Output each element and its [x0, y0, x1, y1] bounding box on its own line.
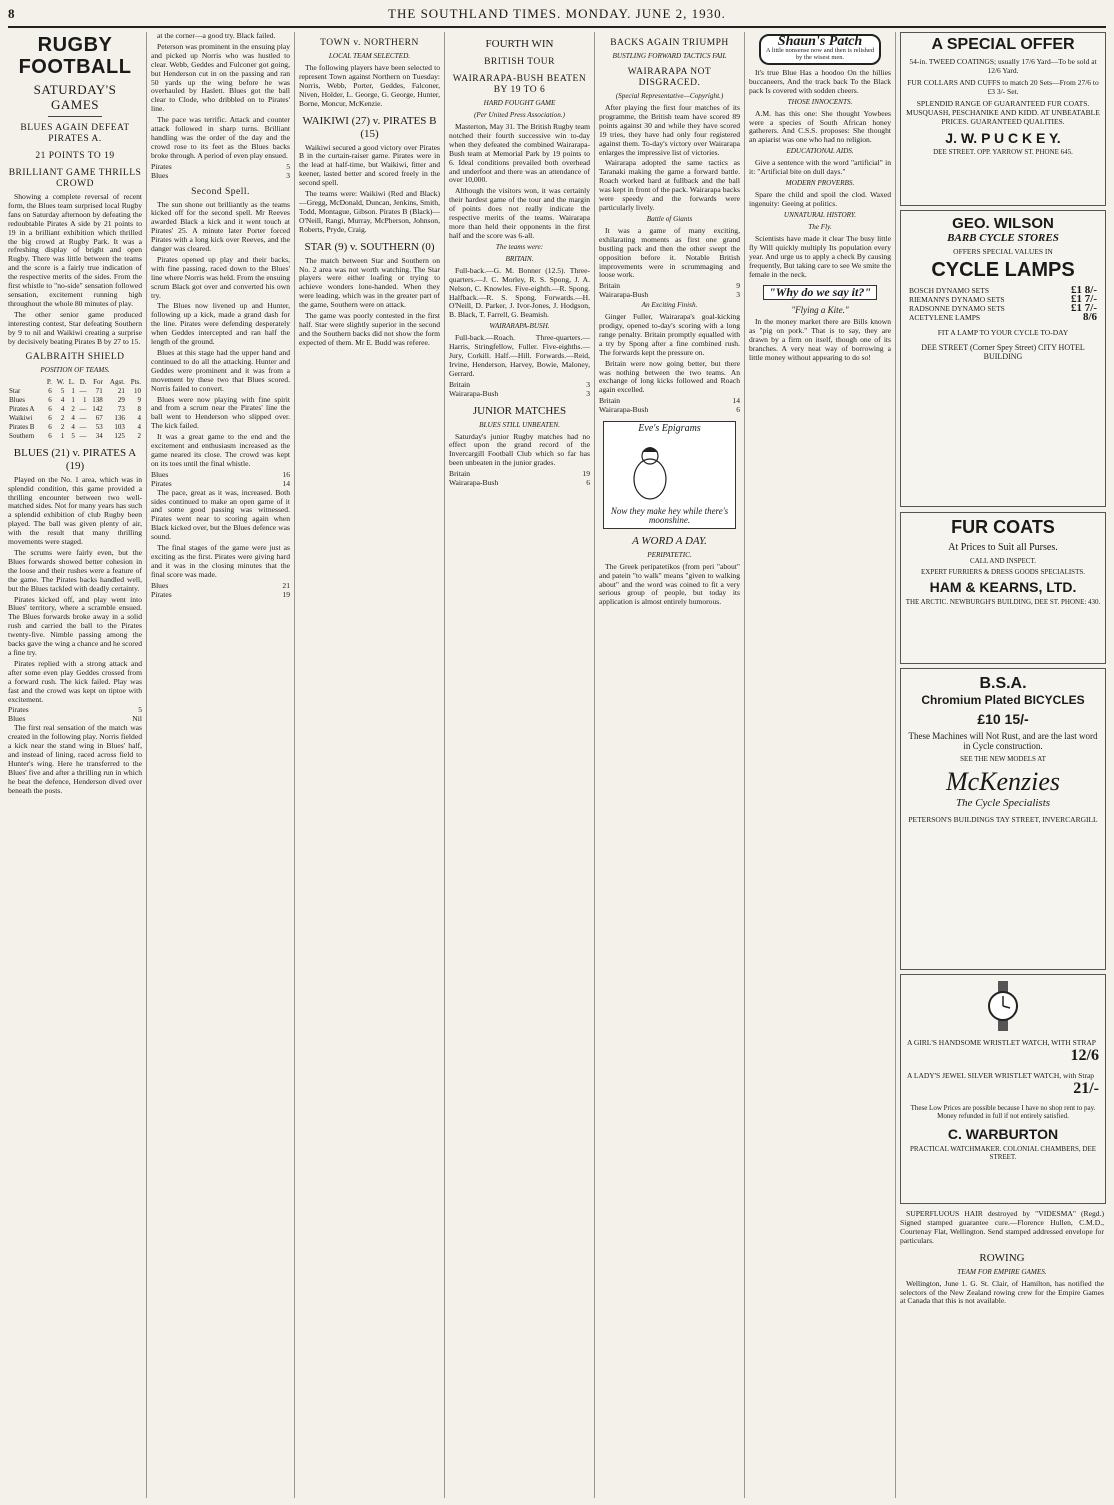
article-paragraph: Saturday's junior Rugby matches had no effect upon the grand record of the Invercargill Football Club which so far has been unbeaten in the junior grades. [449, 431, 590, 468]
score-line: Pirates 14 [151, 478, 290, 488]
wilson-subtitle: BARB CYCLE STORES [947, 232, 1059, 244]
article-paragraph: A.M. has this one: She thought Yowbees were a species of South African honey gatherers. And C.S.S. proposes: She thought an apiarist was one who had no religion. [749, 108, 891, 145]
special-offer-ad [900, 32, 1106, 206]
ham-specialists: EXPERT FURRIERS & DRESS GOODS SPECIALISTS. [921, 568, 1085, 576]
score-line: Wairarapa-Bush 6 [599, 405, 740, 415]
wilson-fit: FIT A LAMP TO YOUR CYCLE TO-DAY [937, 328, 1069, 337]
ham-address: THE ARCTIC. NEWBURGH'S BUILDING, DEE ST. PHONE: 430. [905, 598, 1101, 606]
column-rule [744, 32, 745, 1498]
article-paragraph: Waikiwi secured a good victory over Pirates B in the curtain-raiser game. Pirates were in the lead at half-time, but Waikiwi, fitter and keener, lasted better and scored freely in the second spell. [299, 142, 440, 188]
score-line: Pirates 19 [151, 589, 290, 599]
patch-title: Shaun's Patch [777, 34, 863, 49]
wilson-lamps: CYCLE LAMPS [931, 259, 1075, 281]
article-paragraph: Pirates opened up play and their backs, with fine passing, raced down to the Blues' line where Norris was held. From the ensuing scrum Black got over and converted his own try. [151, 254, 290, 300]
fourth-win-heading: FOURTH WIN [485, 38, 554, 50]
article-paragraph: Although the visitors won, it was certainly their hardest game of the tour and the margin of points does not really indicate the respective merits of the teams. Wairarapa more than held their opponents in the first half and the score was 6-all. [449, 186, 590, 240]
junior-subheading: BLUES STILL UNBEATEN. [479, 420, 560, 429]
puckey-name: J. W. P U C K E Y. [945, 130, 1061, 146]
column-2 [151, 32, 290, 1498]
fur-coats-ad [900, 512, 1106, 664]
article-paragraph: Full-back.—Roach. Three-quarters.—Harris, Stringfellow, Fuller. Five-eighths.—Jury, Corkill. Half.—Hill. Forwards.—Reid, Irvine, Henderson, Harvey, Bowie, Maloney, Gerrard. [449, 333, 590, 378]
shield-heading: GALBRAITH SHIELD [25, 352, 125, 363]
article-paragraph: Give a sentence with the word "artificial" in it: "Artificial bite on dull days." [749, 158, 891, 177]
newspaper-title: THE SOUTHLAND TIMES. MONDAY. JUNE 2, 1930. [388, 6, 726, 21]
column-3 [299, 32, 440, 1498]
warburton-name: C. WARBURTON [947, 1126, 1059, 1142]
article-paragraph: It was a game of many exciting, exhilarating moments as first one grand bustling pack and then the other swept the opposition before it. Notable British improvements were in scrummaging and loose work. [599, 225, 740, 280]
article-paragraph: Showing a complete reversal of recent form, the Blues team surprised local Rugby fans on Saturday afternoon by defeating the redoubtable Pirates A side by 21 points to 19 in a brilliant exhibition which thrilled the big crowd at Rugby Park. It was a refreshing display of bright and open Rugby. There was little between the teams and the score is a fairly true indication of the respective merits of the sides. From the first whistle to "no-side" sensation followed sensation, excitement running high throughout the whole 80 minutes of play. [8, 192, 142, 308]
town-subheading: LOCAL TEAM SELECTED. [328, 52, 411, 60]
article-paragraph: Masterton, May 31. The British Rugby team notched their fourth successive win to-day when they defeated the combined Wairarapa-Bush team at Memorial Park by 19 points to 6. Ideal conditions prevailed both overhead and underfoot and there was an attendance of over 10,000. [449, 122, 590, 185]
section-heading: EDUCATIONAL AIDS. [786, 147, 854, 156]
wilson-name: GEO. WILSON [952, 215, 1054, 232]
column-6 [749, 32, 891, 1498]
junior-heading: JUNIOR MATCHES [472, 404, 567, 417]
watch-ad [900, 974, 1106, 1204]
article-paragraph: at the corner—a good try. Black failed. [157, 32, 276, 40]
column-rule [294, 32, 295, 1498]
poem: Scientists have made it clear The busy little fly Will quickly multiply Its population every year. And urge us to apply a check By causing frequently, But taking care to see We smite the female in the neck. [749, 233, 891, 279]
article-paragraph: Pirates replied with a strong attack and after some even play Geddes crossed from a forward rush. The kick failed. Play was fast and the crowd was kept on tiptoe with excitement. [8, 658, 142, 704]
wilson-price-list [909, 286, 1097, 322]
rowing-subheading: TEAM FOR EMPIRE GAMES. [957, 1267, 1047, 1276]
column-4 [449, 32, 590, 1498]
bsa-price: £10 15/- [977, 711, 1029, 727]
section-heading: MODERN PROVERBS. [785, 179, 855, 188]
bsa-subheading: Chromium Plated BICYCLES [921, 693, 1085, 707]
score-line: Blues 21 [151, 580, 290, 590]
exciting-heading: An Exciting Finish. [641, 301, 698, 310]
article-paragraph: It was a great game to the end and the excitement and enthusiasm increased as the game neared its close. The crowd was kept on its toes until the final whistle. [151, 432, 290, 468]
article-paragraph: The pace, great as it was, increased. Both sides continued to make an open game of it and some good passing was witnessed. Pirates went near to scoring again when Black kicked over, but the Blues defence was sound. [151, 487, 290, 542]
score-line: Wairarapa-Bush 6 [449, 478, 590, 488]
ham-name: HAM & KEARNS, LTD. [929, 579, 1077, 595]
mckenzies-address: PETERSON'S BUILDINGS TAY STREET, INVERCARGILL [908, 815, 1098, 824]
warburton-address: PRACTICAL WATCHMAKER. COLONIAL CHAMBERS, DEE STREET. [909, 1145, 1097, 1161]
bsa-body: These Machines will Not Rust, and are the last word in Cycle construction. [908, 731, 1098, 751]
fur-call: CALL AND INSPECT. [970, 557, 1036, 565]
poem-heading: The Fly. [808, 222, 832, 231]
article-paragraph: Britain were now going better, but there was nothing between the two teams. An exchange of long kicks followed and Roach again excelled. [599, 358, 740, 395]
score-line: Blues 3 [151, 170, 290, 180]
score-line: Britain 14 [599, 396, 740, 406]
price-item: RIEMANN'S DYNAMO SETS £1 7/- [909, 293, 1097, 305]
wairarapa-deck: WAIRARAPA-BUSH BEATEN BY 19 TO 6 [452, 74, 587, 95]
score-line: Wairarapa-Bush 3 [449, 388, 590, 398]
price-item: ACETYLENE LAMPS 8/6 [909, 311, 1097, 323]
score-line: Blues Nil [8, 714, 142, 724]
article-paragraph: In the money market there are Bills known as "pig on pork." That is to say, they are drawn by a firm on itself, though one of its branches. A very neat way of borrowing a little money without appearing to do so! [749, 317, 891, 362]
table-row: Star 6 5 1 — 71 21 10 [9, 387, 141, 396]
score-line: Blues 16 [151, 469, 290, 479]
article-paragraph: Full-back.—G. M. Bonner (12.5). Three-quarters.—J. C. Morley, R. S. Spong, J. A. Nelson, C. Knowles. Five-eighth.—R. Spong. Halfback.—R. S. Spong. Forwards.—H. O'Neill, D. Parker, J. Ivor-Jones, J. Hodgson, B. Black, T. Farrell, G. Beamish. [449, 265, 590, 320]
offer-text: FUR COLLARS AND CUFFS to match 20 Sets—From 27/6 to £3 3/- Set. [907, 78, 1099, 96]
column-rule [594, 32, 595, 1498]
score-line: Britain 3 [449, 379, 590, 389]
article-paragraph: The game was poorly contested in the first half. Star were slightly superior in the second and the Southern backs did not show the form expected of them. Mr E. Budd was referee. [299, 311, 440, 347]
fur-body: At Prices to Suit all Purses. [948, 542, 1058, 553]
article-paragraph: Wellington, June 1. G. St. Clair, of Hamilton, has notified the selectors of the New Zealand rowing crew for the Empire Games at Canada that this is not available. [900, 1278, 1104, 1306]
verse: It's true Blue Has a hoodoo On the hillies buccaneers, And the track back To the Black pack Is covered with sodden cheers. [749, 67, 891, 95]
score-line: Britain 19 [449, 469, 590, 479]
mckenzies-name: McKenzies [945, 767, 1061, 796]
wilson-cycle-ad [900, 210, 1106, 507]
masthead [8, 4, 1106, 28]
article-paragraph: Blues at this stage had the upper hand and continued to do all the attacking. Hunter and Geddes were prominent and it was from a movement by these two that Blues scored. Norris failed to convert. [151, 348, 290, 393]
section-heading: THOSE INNOCENTS. [787, 97, 853, 106]
watch-offer: A LADY'S JEWEL SILVER WRISTLET WATCH, with Strap 21/- [907, 1071, 1099, 1097]
puckey-address: DEE STREET. OPP. YARROW ST. PHONE 645. [933, 148, 1073, 156]
epigram-title: Eve's Epigrams [638, 423, 701, 435]
column-rule [895, 32, 896, 1498]
waikiwi-heading: WAIKIWI (27) v. PIRATES B (15) [302, 114, 437, 140]
standings-table [8, 378, 142, 440]
table-row: Pirates B 6 2 4 — 53 103 4 [9, 422, 141, 431]
epigram-illustration [610, 434, 730, 504]
wilson-address: DEE STREET (Corner Spey Street) CITY HOTEL BUILDING [921, 343, 1085, 361]
bsa-bicycle-ad [900, 668, 1106, 970]
second-spell-heading: Second Spell. [191, 186, 250, 197]
article-paragraph: The Greek peripatetikos (from peri "about" and patein "to walk" means "given to walking about" and the word was coined to fit a very serious group of people, but today its application is almost entirely humorous. [599, 561, 740, 607]
star-heading: STAR (9) v. SOUTHERN (0) [304, 240, 435, 253]
article-paragraph: The sun shone out brilliantly as the teams kicked off for the second spell. Mr Reeves awarded Black a kick and it went touch at Pirates' 25. A minute later Porter forced Pirates with a long kick over Reeves, and the danger was cleared. [151, 199, 290, 254]
shauns-patch-banner [759, 34, 881, 65]
bsa-see: SEE THE NEW MODELS AT [960, 755, 1046, 763]
table-row: Southern 6 1 5 — 34 125 2 [9, 431, 141, 440]
score-line: Wairarapa-Bush 3 [599, 290, 740, 300]
offer-text: SPLENDID RANGE OF GUARANTEED FUR COATS. MUSQUASH, PESCHANIKE AND KIDD. AT UNBEATABLE PRICES. GUARANTEED QUALITIES. [906, 99, 1100, 126]
bush-heading: WAIRARAPA-BUSH. [489, 322, 550, 331]
watch-note: These Low Prices are possible because I have no shop rent to pay. Money refunded in full if not entirely satisfied. [910, 1104, 1096, 1120]
classified-notice: SUPERFLUOUS HAIR destroyed by "VIDESMA" (Regd.) Signed stamped guarantee cure.—Florence Hullen, C.M.D., Courtenay Flat, Wellington. Send stamped addressed envelope for particulars. [900, 1210, 1104, 1245]
wairarapa-deck: WAIRARAPA NOT DISGRACED. [627, 67, 712, 88]
table-row: Blues 6 4 1 1 138 29 9 [9, 396, 141, 405]
game-heading: BLUES (21) v. PIRATES A (19) [13, 446, 137, 472]
article-paragraph: The final stages of the game were just as exciting as the first. Pirates were giving hard and it was in the closing minutes that the final score was made. [151, 543, 290, 579]
article-paragraph: After playing the first four matches of its programme, the British team have scored 89 points against 30 and while they have scored 19 tries, they have had only four registered against them. To-day's victory over Wairarapa enlarges the impressive list of victories. [599, 103, 740, 157]
article-paragraph: The teams were: Waikiwi (Red and Black)—Gregg, McDonald, Duncan, Jenkins, Smith, Todd, Montague, Gibson. Pirates B (Black)—O'Neill, Rangi, Murray, McPherson, Johnson, Roberts, Pryde, Craig. [299, 189, 440, 234]
hard-fought-sub: HARD FOUGHT GAME [483, 99, 556, 107]
shield-subheading: POSITION OF TEAMS. [40, 366, 110, 375]
deck-thrills: BRILLIANT GAME THRILLS CROWD [8, 168, 142, 189]
kite-heading: "Flying a Kite." [791, 305, 849, 316]
wristwatch-icon [978, 981, 1028, 1031]
british-tour-heading: BRITISH TOUR [484, 57, 555, 67]
mckenzies-subtitle: The Cycle Specialists [955, 797, 1051, 809]
offer-heading: A SPECIAL OFFER [931, 36, 1075, 53]
deck-blues: BLUES AGAIN DEFEAT PIRATES A. [20, 123, 130, 144]
headline-rugby: RUGBY FOOTBALL [18, 34, 132, 78]
article-paragraph: Peterson was prominent in the ensuing play and picked up Norris who was hustled to clear. Webb, Geddes and Fulconer got going, but Henderson cut in on the passing and ran 50 yards up the wing before he was overhauled by Haslett. Blues got the ball clear to Clode, who dribbled on to Pirates' line. [151, 41, 290, 114]
column-rule [444, 32, 445, 1498]
bsa-heading: B.S.A. [979, 675, 1027, 692]
teams-heading: The teams were: [495, 242, 544, 251]
patch-subtitle: A little nonsense now and then is relished by the wisest men. [765, 46, 875, 61]
backs-heading: BACKS AGAIN TRIUMPH [610, 38, 729, 48]
town-heading: TOWN v. NORTHERN [320, 38, 419, 48]
article-paragraph: The scrums were fairly even, but the Blues forwards showed better cohesion in the loose and their rushes were a feature of the game. The Pirates backs handled well, but the Blues tackled with deadly certainty. [8, 548, 142, 593]
article-paragraph: The pace was terrific. Attack and counter attack followed in sharp turns. Brilliant handling was the order of the day and the crowd rose to its feet as the Blues backs broke through. A period of even play ensued. [151, 115, 290, 160]
deck-score: 21 POINTS TO 19 [35, 151, 115, 161]
page-number: 8 [8, 6, 15, 21]
column-rule [146, 32, 147, 1498]
britain-heading: BRITAIN. [505, 254, 534, 263]
backs-subheading: BUSTLING FORWARD TACTICS FAIL [612, 52, 727, 60]
article-paragraph: The following players have been selected to represent Town against Northern on Tuesday: Norris, Webb, Porter, Geddes, Falconer, Niven, Holder, L. George, G. George, Hunter, Borne, Moncur, McKenzie. [299, 63, 440, 108]
article-paragraph: Spare the child and spoil the clod. Waxed ingenuity: Geeing at politics. [749, 190, 891, 208]
word-a-day-heading: A WORD A DAY. [632, 534, 707, 547]
article-paragraph: Wairarapa adopted the same tactics as Taranaki making the game a forward battle. Roach worked hard at fullback and the ball was kept in front of the pack. Wairarapa backs were speedy and the forwards were particularly lively. [599, 158, 740, 212]
section-heading: UNNATURAL HISTORY. [783, 210, 857, 219]
article-paragraph: Pirates kicked off, and play went into Blues' territory, where a scramble ensued. The Blues forwards broke away in a solid rush and carried the ball to the Pirates twenty-five. Nimble passing among the backs gave the wing a chance and he scored a fine try. [8, 594, 142, 657]
epigram-text: Now they make hey while there's moonshine. [610, 505, 729, 525]
watch-offer: A GIRL'S HANDSOME WRISTLET WATCH, WITH STRAP 12/6 [907, 1038, 1099, 1064]
table-row: Pirates A 6 4 2 — 142 73 8 [9, 405, 141, 414]
article-paragraph: Blues were now playing with fine spirit and from a scrum near the Pirates' line the ball went to Henderson who slipped over. The kick failed. [151, 394, 290, 431]
table-row: Waikiwi 6 2 4 — 67 136 4 [9, 414, 141, 423]
score-line: Britain 9 [599, 281, 740, 291]
score-line: Pirates 5 [151, 161, 290, 171]
price-item: RADSONNE DYNAMO SETS £1 7/- [909, 302, 1097, 314]
article-paragraph: The match between Star and Southern on No. 2 area was not worth watching. The Star players were either loafing or trying to achieve wonders lone-handed. When they were leading, which was in the greater part of the game, Southern were on attack. [299, 255, 440, 310]
article-paragraph: Played on the No. 1 area, which was in splendid condition, this game provided a thrilling encounter between two well-matched sides. Not for many years has such a splendid exhibition of club Rugby been played. The ball was given plenty of air, with the result that many thrilling movements were staged. [8, 474, 142, 547]
offer-text: 54-in. TWEED COATINGS; usually 17/6 Yard—To be sold at 12/6 Yard. [909, 57, 1097, 75]
press-association: (Per United Press Association.) [473, 111, 566, 119]
subhead-saturday: SATURDAY'S GAMES [33, 82, 117, 112]
wilson-offer: OFFERS SPECIAL VALUES IN [953, 247, 1053, 256]
battle-heading: Battle of Giants [646, 214, 693, 223]
classified-column [900, 1210, 1104, 1330]
copyright-note: (Special Representative—Copyright.) [615, 92, 724, 100]
rowing-heading: ROWING [979, 1251, 1025, 1264]
word-term: PERIPATETIC. [647, 550, 692, 559]
score-line: Pirates 5 [8, 705, 142, 715]
article-paragraph: The first real sensation of the match was created in the following play. Norris fielded a kick near the stand wing in Blues' half, and instead of lining, raced across field to Hunter's wing. Here he transferred to the Blues' five and after a thrilling run in which he beat the defence, Henderson dived over beneath the posts. [8, 723, 142, 795]
fur-heading: FUR COATS [951, 517, 1055, 537]
article-paragraph: The other senior game produced interesting contest, Star defeating Southern by 9 to nil and Waikiwi creating a surprise by decisively beating Pirates B by 27 to 15. [8, 309, 142, 346]
why-do-we-say-it-banner: "Why do we say it?" [763, 285, 877, 300]
epigram-box [603, 421, 736, 529]
price-item: BOSCH DYNAMO SETS £1 8/- [909, 284, 1097, 296]
article-paragraph: Ginger Fuller, Wairarapa's goal-kicking prodigy, opened to-day's scoring with a long range penalty. Britain promptly equalled with a try by Spong after a fine combined rush. The forwards kept the pressure on. [599, 312, 740, 357]
table-header: P. W. L. D. For Agst. Pts. [46, 378, 141, 387]
column-1 [8, 32, 142, 1498]
article-paragraph: The Blues now livened up and Hunter, following up a kick, made a grand dash for the line. Pirates were defending desperately when Geddes intercepted and ran half the length of the ground. [151, 301, 290, 347]
column-5 [599, 32, 740, 1498]
